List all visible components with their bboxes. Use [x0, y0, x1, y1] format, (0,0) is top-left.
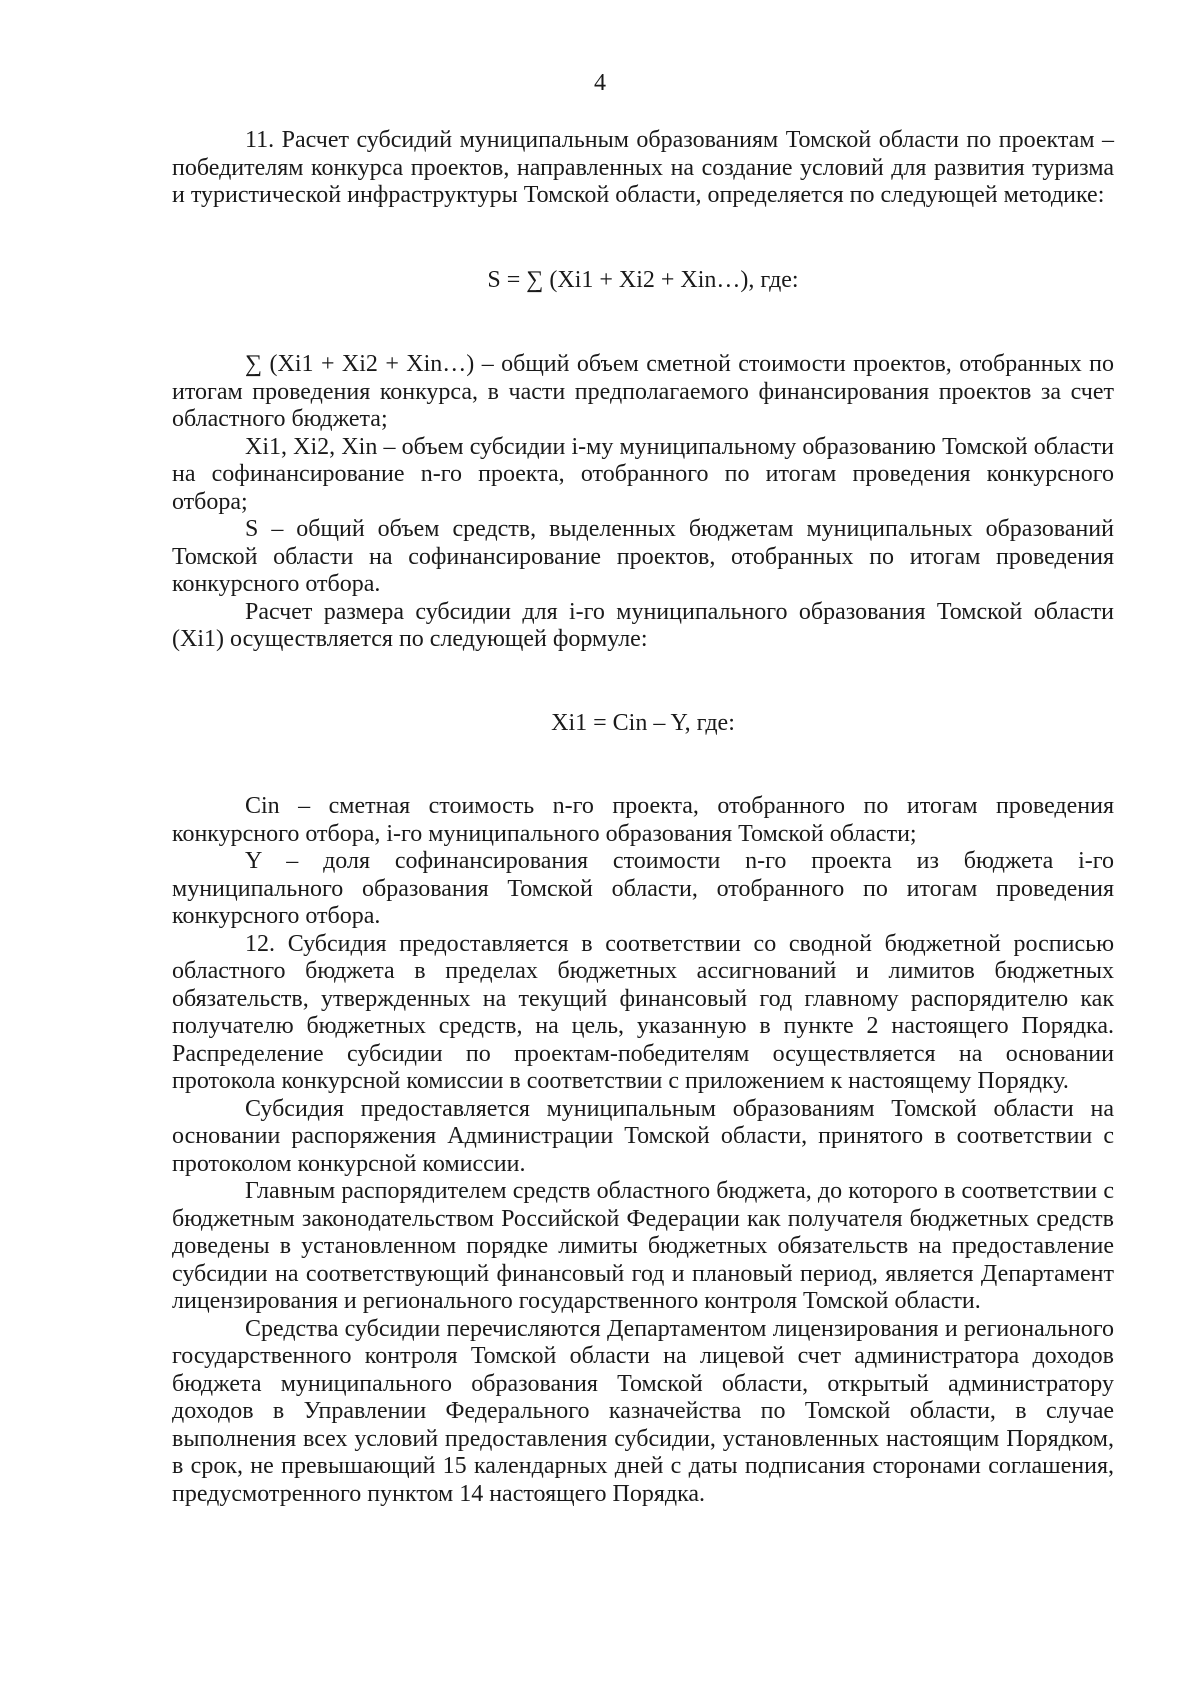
definition-cin: Cin – сметная стоимость n-го проекта, отобранного по итогам проведения конкурсного отбора, i-го муниципального образования Томской области; — [172, 793, 1114, 847]
formula-1-definitions — [172, 351, 1114, 654]
definition-sum-projects: ∑ (Xi1 + Xi2 + Xin…) – общий объем сметной стоимости проектов, отобранных по итогам проведения конкурса, в части предполагаемого финансирования проектов за счет областного бюджета; — [172, 351, 1114, 432]
document-body — [172, 127, 1114, 1508]
definition-xi: Xi1, Xi2, Xin – объем субсидии i-му муниципальному образованию Томской области на софинансирование n-го проекта, отобранного по итогам проведения конкурсного отбора; — [172, 433, 1114, 515]
paragraph-12: 12. Субсидия предоставляется в соответствии со сводной бюджетной росписью областного бюджета в пределах бюджетных ассигнований и лимитов бюджетных обязательств, утвержденных на текущий финансовый год главному распорядителю как получателю бюджетных средств, на цель, указанную в пункте 2 настоящего Порядка. Распределение субсидии по проектам-победителям осуществляется на основании протокола конкурсной комиссии в соответствии с приложением к настоящему Порядку. — [172, 930, 1114, 1094]
page-number: 4 — [594, 70, 606, 96]
formula-total-subsidy: S = ∑ (Xi1 + Xi2 + Xin…), где: — [487, 266, 799, 293]
paragraph-main-administrator: Главным распорядителем средств областного бюджета, до которого в соответствии с бюджетным законодательством Российской Федерации как получателя бюджетных средств доведены в установленном порядке лимиты бюджетных обязательств на предоставление субсидии на соответствующий финансовый год и плановый период, является Департамент лицензирования и регионального государственного контроля Томской области. — [172, 1178, 1114, 1314]
paragraph-11-intro: 11. Расчет субсидий муниципальным образованиям Томской области по проектам – победителям конкурса проектов, направленных на создание условий для развития туризма и туристической инфраструктуры Томской области, определяется по следующей методике: — [172, 127, 1114, 208]
paragraph-subsidy-basis: Субсидия предоставляется муниципальным образованиям Томской области на основании распоряжения Администрации Томской области, принятого в соответствии с протоколом конкурсной комиссии. — [172, 1095, 1114, 1177]
paragraph-funds-transfer: Средства субсидии перечисляются Департаментом лицензирования и регионального государственного контроля Томской области на лицевой счет администратора доходов бюджета муниципального образования Томской области, открытый администратору доходов в Управлении Федерального казначейства по Томской области, в случае выполнения всех условий предоставления субсидии, установленных настоящим Порядком, в срок, не превышающий 15 календарных дней с даты подписания сторонами соглашения, предусмотренного пунктом 14 настоящего Порядка. — [172, 1315, 1114, 1507]
definition-y: Y – доля софинансирования стоимости n-го проекта из бюджета i-го муниципального образования Томской области, отобранного по итогам проведения конкурсного отбора. — [172, 848, 1114, 929]
definition-s: S – общий объем средств, выделенных бюджетам муниципальных образований Томской области на софинансирование проектов, отобранных по итогам проведения конкурсного отбора. — [172, 516, 1114, 597]
formula-municipal-subsidy: Xi1 = Cin – Y, где: — [551, 709, 735, 736]
formula-2-definitions — [172, 793, 1114, 1508]
paragraph-subsidy-calculation: Расчет размера субсидии для i-го муниципального образования Томской области (Xi1) осуществляется по следующей формуле: — [172, 598, 1114, 652]
